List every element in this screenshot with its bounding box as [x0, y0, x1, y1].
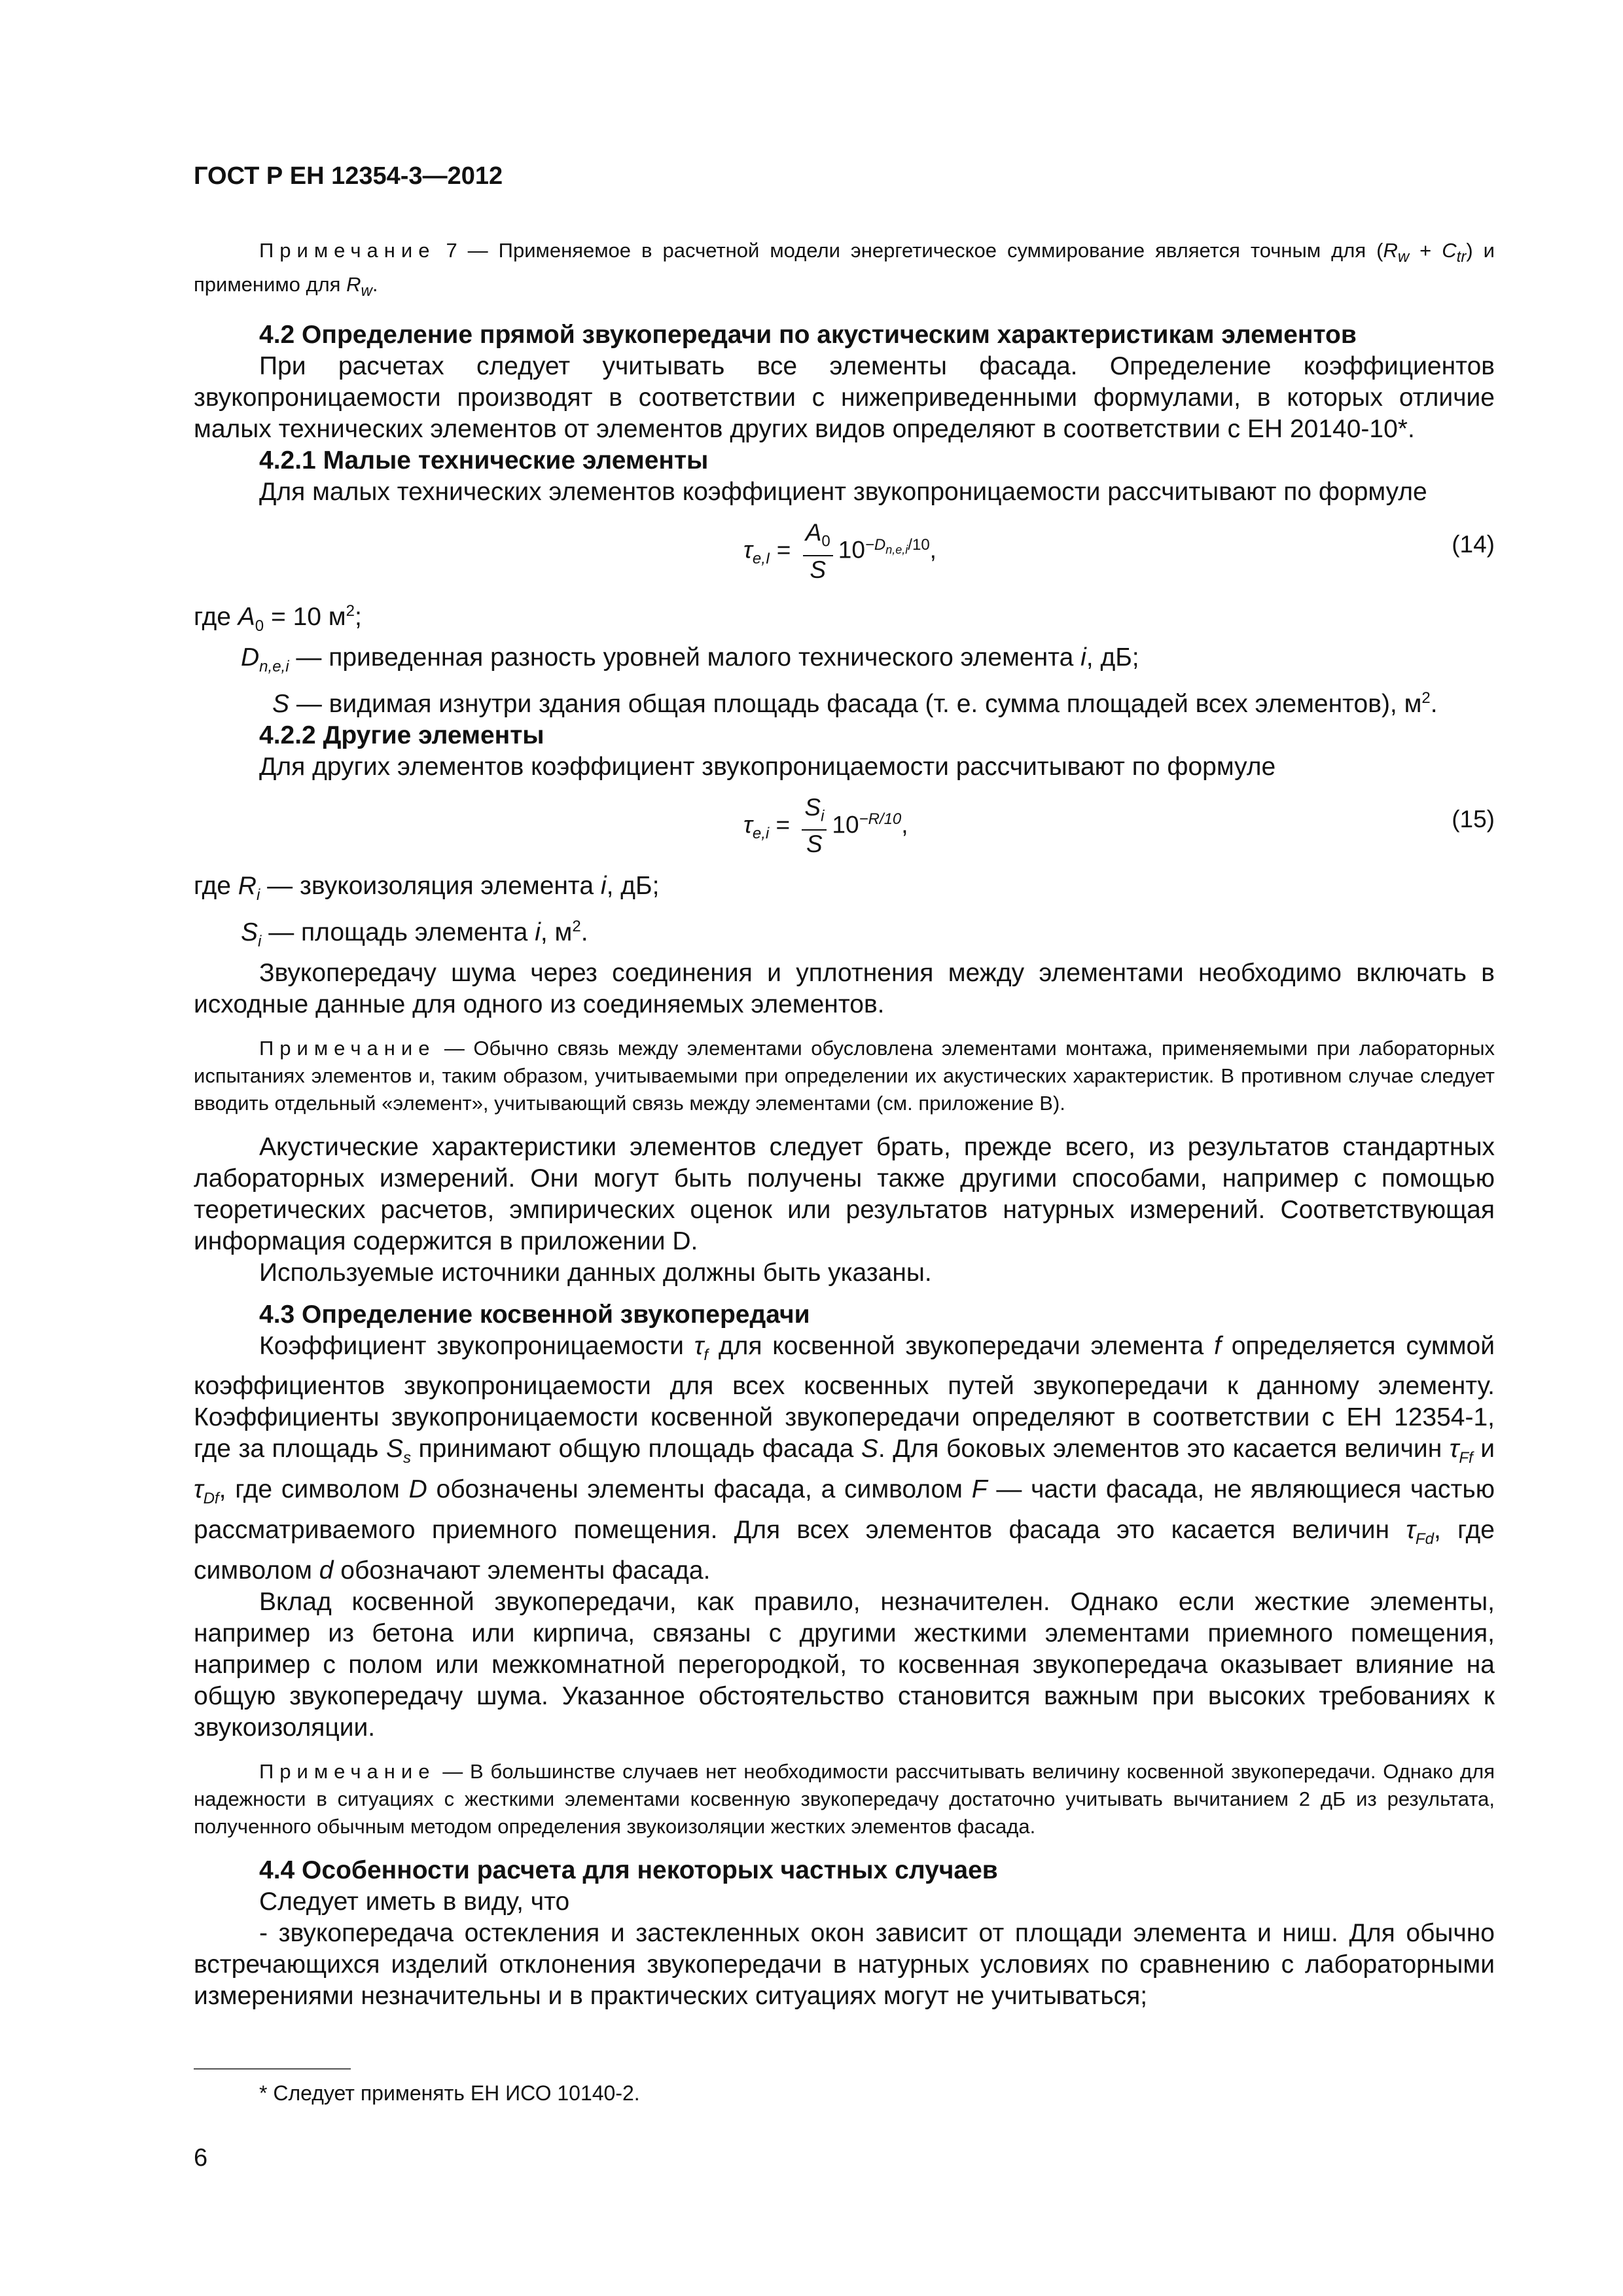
section-4-2-1-paragraph: Для малых технических элементов коэффициент звукопроницаемости рассчитывают по формуле	[259, 478, 1427, 507]
footnote-separator	[194, 2068, 351, 2070]
where-dnei: $D_{n,e,i}$ — приведенная разность уровней малого технического элемента i, дБ;	[241, 643, 1139, 675]
formula-14-number: (14)	[1452, 531, 1495, 558]
section-4-2-2-paragraph-3: Акустические характеристики элементов следует брать, прежде всего, из результатов стандартных лабораторных измерений. Они могут быть получены также другими способами, например с помощью теоретических расчетов, эмпирических оценок или результатов натурных измерений. Соответствующая информация содержится в приложении D.	[194, 1132, 1495, 1255]
where-a0: где $A_0 = 10$ $м^2$;	[194, 602, 362, 636]
where-si: $S_i$ — площадь элемента i, $м^2$.	[241, 917, 588, 950]
section-4-3-heading: 4.3 Определение косвенной звукопередачи	[259, 1300, 810, 1329]
section-4-4-heading: 4.4 Особенности расчета для некоторых частных случаев	[259, 1856, 998, 1884]
section-4-2-2-paragraph-2: Звукопередачу шума через соединения и уплотнения между элементами необходимо включать в исходные данные для одного из соединяемых элементов.	[194, 958, 1495, 1018]
section-4-2-heading: 4.2 Определение прямой звукопередачи по акустическим характеристикам элементов	[259, 321, 1357, 350]
section-4-2-2-paragraph: Для других элементов коэффициент звукопроницаемости рассчитывают по формуле	[259, 752, 1276, 781]
formula-14-fraction: $\frac{A_0}{S}$	[803, 520, 833, 583]
formula-15-expression: $\tau_{e,i}$ = $\frac{S_i}{S}$ $10^{-R/10}$,	[743, 793, 908, 858]
formula-15	[194, 787, 1495, 864]
formula-15-fraction: $\frac{S_i}{S}$	[802, 795, 827, 858]
section-4-3-paragraph-1: Коэффициент звукопроницаемости $\tau_f$ для косвенной звукопередачи элемента f определяется суммой коэффициентов звукопроницаемости для всех косвенных путей звукопередачи к данному элементу. Коэффициенты звукопроницаемости косвенной звукопередачи определяют в соответствии с ЕН 12354-1, где за площадь $S_s$ принимают общую площадь фасада S. Для боковых элементов это касается величин $\tau_{Ff}$ и $\tau_{Df}$, где символом D обозначены элементы фасада, а символом F — части фасада, не являющиеся частью рассматриваемого приемного помещения. Для всех элементов фасада это касается величин $\tau_{Fd}$, где символом d обозначают элементы фасада.	[194, 1331, 1495, 1585]
section-4-2-paragraph: При расчетах следует учитывать все элементы фасада. Определение коэффициентов звукопроницаемости производят в соответствии с нижеприведенными формулами, в которых отличие малых технических элементов от элементов других видов определяют в соответствии с ЕН 20140-10*.	[194, 352, 1495, 444]
formula-14-expression: $\tau_{e,I}$ = $\frac{A_0}{S}$ $10^{-D_{n,e,i}/10}$,	[743, 519, 936, 583]
footnote: * Следует применять ЕН ИСО 10140-2.	[259, 2081, 640, 2105]
where-ri: где $R_i$ — звукоизоляция элемента i, дБ;	[194, 871, 660, 904]
formula-15-number: (15)	[1452, 805, 1495, 833]
document-header: ГОСТ Р ЕН 12354-3—2012	[194, 162, 503, 190]
page-number: 6	[194, 2144, 208, 2172]
note-4-2-2: Примечание — Обычно связь между элементами обусловлена элементами монтажа, применяемыми при лабораторных испытаниях элементов и, таким образом, учитываемыми при определении их акустических характеристик. В противном случае следует вводить отдельный «элемент», учитывающий связь между элементами (см. приложение В).	[194, 1036, 1495, 1115]
formula-14	[194, 512, 1495, 589]
note-4-3: Примечание — В большинстве случаев нет необходимости рассчитывать величину косвенной звукопередачи. Однако для надежности в ситуациях с жесткими элементами косвенную звукопередачу достаточно учитывать вычитанием 2 дБ из результата, полученного обычным методом определения звукоизоляции жестких элементов фасада.	[194, 1759, 1495, 1838]
section-4-3-paragraph-2: Вклад косвенной звукопередачи, как правило, незначителен. Однако если жесткие элементы, например из бетона или кирпича, связаны с другими жесткими элементами приемного помещения, например с полом или межкомнатной перегородкой, то косвенная звукопередача оказывает влияние на общую звукопередачу шума. Указанное обстоятельство становится важным при высоких требованиях к звукоизоляции.	[194, 1587, 1495, 1742]
list-item: - звукопередача остекления и застекленных окон зависит от площади элемента и ниш. Для обычно встречающихся изделий отклонения звукопередачи в натурных условиях по сравнению с лабораторными измерениями незначительны и в практических ситуациях могут не учитываться;	[194, 1918, 1495, 2010]
note-7: Примечание 7 — Применяемое в расчетной модели энергетическое суммирование является точным для $(R_w + C_{tr})$ и применимо для $R_w$.	[194, 239, 1495, 300]
document-page	[194, 0, 1495, 2296]
section-4-2-2-paragraph-4: Используемые источники данных должны быть указаны.	[259, 1258, 932, 1287]
document-body	[194, 223, 1495, 2012]
section-4-4-paragraph-1: Следует иметь в виду, что	[259, 1887, 570, 1916]
section-4-2-1-heading: 4.2.1 Малые технические элементы	[259, 446, 709, 475]
where-s: S — видимая изнутри здания общая площадь фасада (т. е. сумма площадей всех элементов), $м^2$.	[272, 689, 1438, 718]
section-4-2-2-heading: 4.2.2 Другие элементы	[259, 721, 544, 749]
